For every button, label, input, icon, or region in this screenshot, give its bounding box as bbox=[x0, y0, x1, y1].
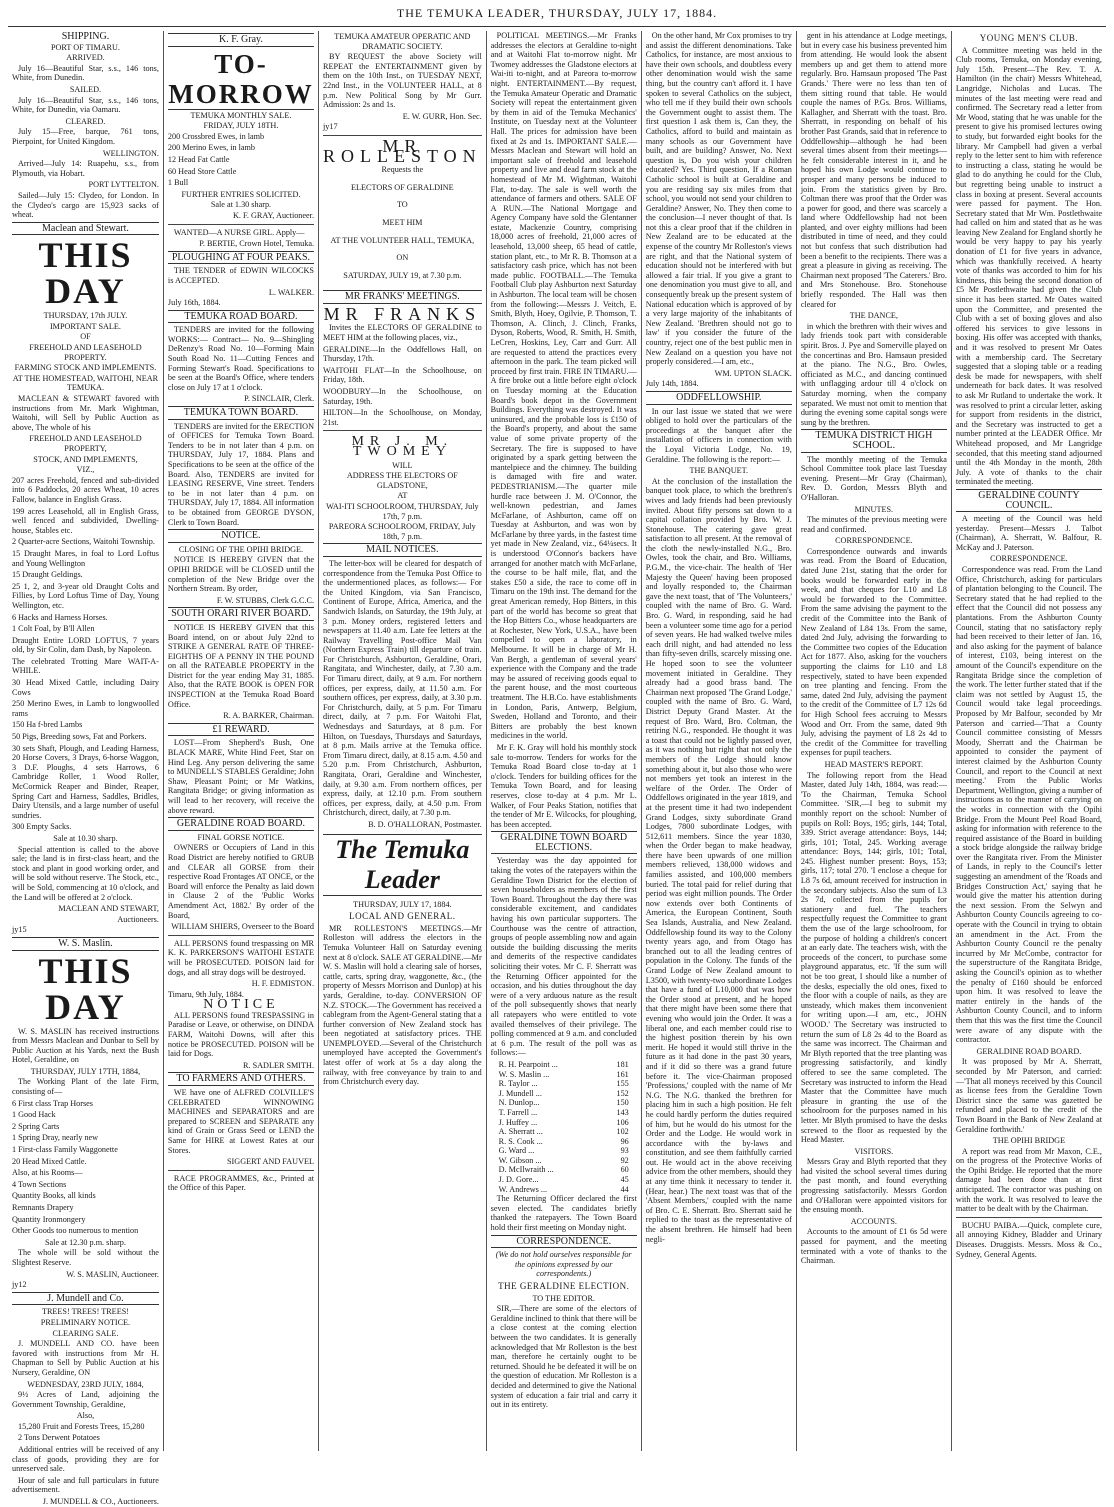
to-editor: TO THE EDITOR. bbox=[532, 1293, 595, 1303]
town-board-heading: TEMUKA TOWN BOARD. bbox=[168, 406, 314, 420]
mundell-item: 15,280 Fruit and Forests Trees, 15,280 bbox=[18, 1421, 145, 1431]
mundell-item: Hour of sale and full particulars in future advertisement. bbox=[12, 1475, 159, 1495]
poll-row: R. S. Cook ... 96 bbox=[498, 1136, 629, 1146]
list-item: Quantity Ironmongery bbox=[12, 1214, 86, 1224]
oddfellowship-text: In our last issue we stated that we were obliged to hold over the particulars of the proceedings at the banquet after the installation of officers in connection with the Loyal Victoria Lodge, No. 19, Geraldine. The following is the report:— bbox=[645, 406, 792, 464]
rolleston-name: MR ROLLESTON bbox=[323, 135, 482, 166]
poll-row: J. Mundell ... 152 bbox=[498, 1088, 629, 1098]
gcc-correspondence: Correspondence was read. From the Land Office, Christchurch, asking for particulars of plantation belonging to the Council. The Secretary stated that he had replied to the effect that the Council did not possess any plantations. From the Ashburton County Council, stating that no satisfactory reply had been received to their letter of Jan. 16, and also asking for the payment of balance of interest, £103, being interest on the amount of the Council's expenditure on the Rangitata Bridge since the completion of the work. The letter further stated that if the claim was not settled by August 15, the Council would take legal proceedings. Proposed by Mr Balfour, seconded by Mr Paterson and carried—'That a County Council committee consisting of Messrs Moody, Sherratt and the Chairman be appointed to consider the payment of interest claimed by the Ashburton County Council, and report to the Council at next meeting.' From the Public Works Department, Wellington, giving a number of instructions as to the manner of carrying on the works in connection with the Opihi Bridge. From the Mount Peel Road Board, asking for information with reference to the required assistance of the Board in building a stock bridge alongside the railway bridge over the Rangitata river. From the Minister of Lands, in reply to the Council's letter suggesting an amendment of the 'Roads and Bridges Construction Act,' saying that he would give the matter his attention during the next session. From the Selwyn and Ashburton County Councils agreeing to co-operate with the Council in trying to obtain an amendment in the Act. From the Ashburton County Council re the penalty incurred by Mr McCombe, contractor for the superstructure of the Rangitata Bridge, asking the Council's opinion as to whether the penalty of £160 should be enforced upon him. It was resolved to leave the matter entirely in the hands of the Ashburton County Council, and to inform them that this was the first time the Council were aware of any dispute with the contractor. bbox=[955, 565, 1102, 1045]
list-item: 15 Draught Mares, in foal to Lord Loftus and Young Wellington bbox=[12, 548, 159, 568]
arrived-heading: ARRIVED. bbox=[66, 53, 105, 63]
tomorrow-headline: TO-MORROW bbox=[168, 48, 314, 109]
postmaster-signature: B. D. O'HALLORAN, Postmaster. bbox=[368, 819, 482, 829]
town-board-text: TENDERS are invited for the ERECTION of OFFICES for Temuka Town Board. Tenders to be in not later than 4 p.m. on THURSDAY, July 17, 1884. Plans and Specifications to be seen at the office of the Board. Also, TENDERS are invited for LEASING RESERVE, Vine street. Tenders to be in not later than 4 p.m. on THURSDAY, July 17, 1884. All information to be obtained from GEORGE DYSON, Clerk to Town Board. bbox=[167, 421, 314, 527]
farming-heading: FARMING STOCK AND IMPLEMENTS. bbox=[14, 363, 157, 373]
kf-signature: K. F. GRAY, Auctioneer. bbox=[233, 210, 314, 220]
to-label: TO bbox=[396, 200, 408, 210]
column-5 bbox=[641, 31, 796, 1451]
franks-text: Invites the ELECTORS OF GERALDINE to MEET HIM at the following places, viz., bbox=[323, 323, 482, 343]
poll-row: D. McIlwraith ... 60 bbox=[498, 1165, 629, 1175]
list-item: 2 Spring Carts bbox=[12, 1121, 60, 1131]
sinclair-signature: P. SINCLAIR, Clerk. bbox=[244, 394, 314, 404]
paper-title: The Temuka Leader bbox=[323, 834, 482, 896]
dance-text: in which the brethren with their wives and lady friends took part with considerable spirit. Bros. J. Pye and Somerville played on the concertinas and Bro. Hamsaun presided at the piano. The N.G., Bro. Owles, officiated as M.C., and dancing continued with unflagging ardour till 4 o'clock on Saturday morning, when the company separated. We must not omit to mention that during the evening some capital songs were sung by the brethren. bbox=[800, 321, 947, 427]
plant-intro: The Working Plant of the late Firm, consisting of— bbox=[12, 1077, 159, 1097]
poll-row: J. D. Gore... 45 bbox=[498, 1175, 629, 1185]
amateur-text: BY REQUEST the above Society will REPEAT the ENTERTAINMENT given by them on the 10th Inst., on TUESDAY NEXT, 22nd Inst., in the VOLUNTEER HALL, at 8 p.m. New Political Song by Mr Gurr. Admission: 2s and 1s. bbox=[323, 52, 482, 110]
maclean-text: MACLEAN & STEWART favored with instructions from Mr. Mark Wightman, Waitohi, will Sell by Public Auction as above, The whole of his bbox=[12, 394, 159, 432]
list-item: 200 Merino Ewes, in lamb bbox=[167, 143, 256, 153]
road-board-heading: GERALDINE ROAD BOARD. bbox=[976, 1046, 1082, 1056]
friday-date: FRIDAY, JULY 18TH. bbox=[203, 121, 279, 131]
column-3 bbox=[318, 31, 486, 1451]
dinda-text: ALL PERSONS found TRESPASSING in Paradise or Leave, or otherwise, on DINDA FARM, Waitohi Downs, will after this notice be PROSECUTED. POISON will be laid for Dogs. bbox=[167, 1010, 314, 1059]
high-school-text: The monthly meeting of the Temuka School Committee took place last Tuesday evening. Present—Mr Gray (Chairman), Rev. D. Gordon, Messrs Blyth and O'Halloran. bbox=[800, 454, 947, 502]
twomey-name: MR J. M. TWOMEY bbox=[351, 434, 454, 459]
maslin-signature: W. S. MASLIN, Auctioneer. bbox=[66, 1269, 159, 1279]
banquet-text-cont: gent in his attendance at Lodge meetings, but in every case his business prevented him from attending. He would look the absent members up and get them to attend more regularly. Bro. Hamsaun proposed 'The Past Grands.' There were no less than ten of them sitting round that table. He would couple the names of P.Gs. Bros. Williams, Kallagher, and Sherratt with the toast. Bro. Sherratt, in responding on behalf of his brother Past Grands, said that in reference to Oddfellowship—although he had been several times absent from their meetings—he felt considerable interest in it, and he hoped his own Lodge would continue to prosper and many persons be induced to join. From the statistics given by Bro. Coltman there was proof that the Order was a power for good, and there was scarcely a land where Oddfellowship had not been planted, and over eighty millions had been distributed in time of need, and they could not but confess that such distribution had been a benefit to the recipients. There was a great a pleasure in giving as receiving. The Chairman next proposed 'The Caterers.' Bro. and Mrs Stonehouse. Bro. Stonehouse briefly responded. The Hall was then cleared for bbox=[800, 31, 947, 309]
sale-time-2: Sale at 12.30 p.m. sharp. bbox=[44, 1237, 126, 1247]
list-item: 150 Ha f-bred Lambs bbox=[12, 720, 83, 730]
divider bbox=[323, 430, 482, 431]
section-maslin: W. S. Maslin. bbox=[12, 937, 159, 951]
gorse-heading: FINAL GORSE NOTICE. bbox=[197, 832, 285, 842]
ploughing-heading: PLOUGHING AT FOUR PEAKS. bbox=[168, 251, 314, 265]
head-master-text: The following report from the Head Master, dated July 14th, 1884, was read:— 'To the Chairman, Temuka School Committee. 'SIR,—I beg to submit my monthly report on the school: Number of pupils on Roll: Boys, 195; girls, 144; Total, 339. Strict average attendance: Boys, 144; girls, 101; Total, 245. Working average attendance: Boys, 144; girls, 101; Total, 245. Highest number present: Boys, 153; girls, 117; total 270. 'I enclose a cheque for L8 7s 6d, amount received for instruction in the secondary subjects. Also the sum of L3 2s 7d, collected from the pupils for stationery and fuel. 'The teachers respectfully request the Committee to grant them the use of the large schoolroom, for the purpose of holding a children's concert at an early date. The teachers wish, with the proceeds of the concert, to purchase some playground apparatus, etc. 'If the sum will not be too great, I should like a number of the desks, especially the old ones, fixed to the floor with a couple of nails, as they are unsteady, which makes them inconvenient for writing upon.—I am, etc., JOHN WOOD.' The Secretary was instructed to return the sum of L8 2s 4d to the Board as the same was incorrect. The Chairman and Mr Blyth reported that the tree planting was progressing satisfactorily, and kindly offered to see the same completed. The Secretary was instructed to inform the Head Master that the Committee have much pleasure in granting the use of the schoolroom for the purposes named in his letter. Mr Blyth promised to have the desks screwed to the floor as requested by the Head Master. bbox=[800, 770, 947, 1145]
monthly-sale: TEMUKA MONTHLY SALE. bbox=[190, 110, 292, 120]
prelim-heading: PRELIMINARY NOTICE. bbox=[40, 1317, 131, 1327]
list-item: 1 Good Hack bbox=[12, 1110, 56, 1120]
list-item: 2 Quarter-acre Sections, Waitohi Township. bbox=[12, 537, 155, 547]
list-item: WAITOHI FLAT—In the Schoolhouse, on Friday, 18th. bbox=[323, 365, 482, 385]
columns bbox=[8, 31, 1106, 1507]
masthead: THE TEMUKA LEADER, THURSDAY, JULY 17, 1884. bbox=[8, 6, 1106, 27]
wellington-text: Arrived—July 14: Ruapehu, s.s., from Plymouth, via Hobart. bbox=[12, 159, 159, 178]
road-board-heading: TEMUKA ROAD BOARD. bbox=[168, 310, 314, 324]
list-item: 199 acres Leasehold, all in English Grass, well fenced and subdivided, Dwelling-house, Stables etc. bbox=[12, 506, 159, 535]
list-item: 4 Town Sections bbox=[12, 1179, 67, 1189]
poll-row: W. S. Maslin ... 161 bbox=[498, 1069, 629, 1079]
list-item: 207 acres Freehold, fenced and sub-divided into 6 Paddocks, 20 acres Wheat, 10 acres Fallow, balance in English Grass. bbox=[12, 475, 159, 504]
road-board-text: It was proposed by Mr A. Sherratt, seconded by Mr Paterson, and carried:—'That all moneys received by this Council as license fees from the Geraldine Town District since the same was gazetted be refunded and placed to the credit of the Town Board in the Bank of New Zealand at Geraldine forthwith.' bbox=[955, 1057, 1102, 1134]
gcc-heading: GERALDINE COUNTY COUNCIL. bbox=[956, 489, 1102, 512]
lyttelton-heading: PORT LYTTELTON. bbox=[88, 180, 159, 190]
sailed-heading: SAILED. bbox=[69, 84, 102, 94]
edmiston-signature: H. F. EDMISTON. bbox=[251, 979, 314, 989]
this-day-headline: THIS DAY bbox=[38, 235, 133, 312]
section-shipping: SHIPPING. bbox=[61, 31, 110, 42]
list-item: 50 Pigs, Breeding sows, Fat and Porkers. bbox=[12, 732, 147, 742]
trespass-date: Timaru, 9th July, 1884. bbox=[167, 989, 244, 999]
local-text-cont: POLITICAL MEETINGS.—Mr Franks addresses the electors at Geraldine to-night and at Waitohi Flat to-morrow night. Mr Twomey addresses the Gladstone electors at Wai-iti to-night, and at Pareora to-morrow night. ENTERTAINMENT.—By request, the Temuka Amateur Operatic and Dramatic Society will repeat the entertainment given by them in aid of the Temuka Mechanics' Institute, on Tuesday next at the Volunteer Hall. The prices for admission have been fixed at 2s and 1s. IMPORTANT SALE.—Messrs Maclean and Stewart will hold an important sale of freehold and leasehold property and live and dead farm stock at the homestead of Mr M. Wightman, Waitohi Flat, to-day. The sale is well worth the attendance of farmers and others. SALE OF A RUN.—The National Mortgage and Agency Company have sold the Glentanner estate, Mackenzie Country, comprising 18,000 acres of freehold, 21,000 acres of leasehold, 13,000 sheep, 65 head of cattle, station plant, etc., to Mr R. B. Thomson at a satisfactory cash price, which has not been made public. FOOTBALL.—The Temuka Football Club play Ashburton next Saturday in Ashburton. The local team will be chosen from the following:—Messrs J. Veitch, E. Smith, Blyth, Hoey, Ogilvie, P. Thomson, T. Thomson, A. Clinch, J. Clinch, Franks, Dyson, Roberts, Wood, R. Smith, H. Smith, LeCren, Hoskins, Ley, Carr and Gurr. All are requested to attend the practices every afternoon in the park. The team picked will proceed by first train. FIRE IN TIMARU.—A fire broke out a little before eight o'clock on Tuesday morning at the Education Board's book depot in the Government Buildings. Everything was destroyed. It was uninsured, and the probable loss is £150 of the Board's property, and about the same value of some private property of the Secretary. The fire is supposed to have originated by a spark getting between the mantelpiece and the chimney. The building is damaged with fire and water. PEDESTRIANISM.—The quarter mile hurdle race between J. M. O'Connor, the well-known pedestrian, and James McFarlane, of Ashburton, came off on Tuesday at Ashburton, and was won by McFarlane by three yards, in the fastest time yet made in New Zealand, viz., 64¼secs. It is understood O'Connor's backers have arranged for another match with McFarlane, the course to be half mile, flat, and the stakes £50 a side, the race to come off in Timaru on the 19th inst. The demand for the great American remedy, Hop Bitters, in this part of the world has become so great that the Hop Bitters Co., whose headquarters are at Rochester, New York, U.S.A., have been compelled to open a laboratory, in Melbourne. It will be in charge of Mr H. Van Bergh, a gentleman of several years' experience with the Company and the trade may be assured of receiving goods equal to the parent house, and the most courteous treatment. The H.B.Co. have establishments in London, Paris, Antwerp, Belgium, Sweden, Holland and Toronto, and their Bitters are probably the best known medicines in the world. bbox=[490, 31, 637, 741]
shiers-signature: WILLIAM SHIERS, Overseer to the Board bbox=[171, 922, 314, 932]
geraldine-road-heading: GERALDINE ROAD BOARD. bbox=[168, 817, 314, 831]
list-item: 30 Head Mixed Cattle, including Dairy Cows bbox=[12, 678, 159, 697]
reserve-note: The whole will be sold without the Slightest Reserve. bbox=[12, 1248, 159, 1267]
maslin-date: THURSDAY, JULY 17TH, 1884, bbox=[30, 1066, 141, 1076]
column-7 bbox=[951, 31, 1106, 1451]
correspondence-heading: CORRESPONDENCE. bbox=[491, 1235, 637, 1249]
freehold2-heading: FREEHOLD AND LEASEHOLD PROPERTY, bbox=[29, 434, 142, 453]
will-label: WILL bbox=[392, 460, 413, 470]
divider bbox=[956, 1217, 1102, 1218]
special-attention: Special attention is called to the above sale; the land is in first-class heart, and the stock and plant in good working order, and will be sold without reserve. The Stock, etc., will be Sold, commencing at 10 o'clock, and the Land will be offered at 2 o'clock. bbox=[12, 844, 159, 902]
minutes-text: The minutes of the previous meeting were read and confirmed. bbox=[800, 515, 947, 534]
address-label: ADDRESS THE ELECTORS OF GLADSTONE, bbox=[346, 471, 458, 490]
reward-heading: £1 REWARD. bbox=[168, 723, 314, 737]
meeting-date: SATURDAY, JULY 19, at 7.30 p.m. bbox=[343, 270, 462, 280]
mail-heading: MAIL NOTICES. bbox=[323, 543, 482, 557]
list-item: The celebrated Trotting Mare WAIT-A-WHILE. bbox=[12, 656, 159, 676]
closing-heading: CLOSING OF THE OPIHI BRIDGE. bbox=[178, 544, 304, 554]
section-mundell: J. Mundell and Co. bbox=[12, 1292, 159, 1306]
divider bbox=[168, 224, 314, 225]
further-entries: FURTHER ENTRIES SOLICITED. bbox=[181, 189, 301, 199]
section-maclean: Maclean and Stewart. bbox=[12, 222, 159, 236]
wellington-heading: WELLINGTON. bbox=[102, 148, 159, 158]
mundell-text: J. MUNDELL AND CO. have been favored with instructions from Mr H. Chapman to Sell by Public Auction at his Nursery, Geraldine, ON bbox=[12, 1339, 159, 1377]
cleared-text: July 15—Free, barque, 761 tons, Pierpoint, for United Kingdom. bbox=[12, 127, 159, 146]
plant-list bbox=[12, 1099, 159, 1236]
gurr-signature: E. W. GURR, Hon. Sec. bbox=[402, 111, 482, 121]
maclean-title: Auctioneers. bbox=[117, 914, 159, 924]
road-board-text: TENDERS are invited for the following WORKS:— Contract— No. 9—Shingling DeRenzy's Road No. 10—Forming Main South Road No. 11—Cutting Fences and Forming Stewart's Road. Specifications to be seen at the Board's Office, where tenders close on July 17 at 1 o'clock. bbox=[167, 325, 314, 392]
this-day-headline-2: THIS DAY bbox=[38, 950, 133, 1027]
alfred-text: WE have one of ALFRED COLVILLE'S CELEBRATED WINNOWING MACHINES and SEPARATORS and are prepared to SCREEN and SEPARATE any kind of Grain or Grass Seed or LEND the Same for HIRE at Lowest Rates at our Stores. bbox=[167, 1088, 314, 1155]
bertie-signature: P. BERTIE, Crown Hotel, Temuka. bbox=[199, 239, 314, 249]
sale-time: Sale at 10.30 sharp. bbox=[53, 833, 118, 843]
lyttelton-text: Sailed—July 15: Clydeo, for London. In the Clydeo's cargo are 15,923 sacks of wheat. bbox=[12, 190, 159, 220]
siggert-signature: SIGGERT AND FAUVEL bbox=[227, 1157, 314, 1167]
column-1 bbox=[8, 31, 163, 1507]
letter-text-cont: On the other hand, Mr Cox promises to try and assist the different denominations. Take Catholics, for instance, are most anxious to have their own schools, and doubtless every other denomination would wish the same thing, but the country can't afford it. I have spoken to several Catholics on the subject, who tell me if they build their own schools the Government ought to assist them. The first question I ask them is, Can they, the Catholics, afford to build and maintain as many schools as our Government have built, and are building? Answer, No. Next question is, Do you wish your children educated? Yes. Third question, If a Roman Catholic school is built at Geraldine and you are residing say six miles from that school, you would not send your children to Geraldine? Answer, No. They then come to the conclusion—I never thought of that. Is not this a clear proof that if the children in New Zealand are to be educated at the expense of the country Mr Rolleston's views are right, and that the National system of education should not be interfered with but allowed a fair trial. If you give a grant to one denomination you must give to all, and consequently break up the present system of National education which is approved of by a very large majority of the inhabitants of New Zealand. 'Brethren should not go to law' if you consider the future of the country, reject one of the best public men in New Zealand on a question you have not properly considered.—I am, etc., bbox=[645, 31, 792, 367]
tender-date: July 16th, 1884. bbox=[167, 298, 221, 308]
letter-text: SIR,—There are some of the electors of Geraldine inclined to think that there will be a close contest at the coming election between the two candidates. It is generally acknowledged that Mr Rolleston is the best man, therefore he certainly ought to be returned. Should he be defeated it will be on the question of education. Mr Rolleston is a decided and determined to give the National system of education a fair trial and carry it out in its entirety. bbox=[490, 1304, 637, 1410]
correspondence-heading: CORRESPONDENCE. bbox=[990, 554, 1068, 564]
list-item: 30 sets Shaft, Plough, and Leading Harness, 20 Horse Covers, 3 Drays, 6-horse Waggon, 3 D.F. Ploughs, 4 sets Harrows, 6 Cambridge Roller, 1 Wood Roller, McCormick Reaper and Binder, Reaper, Spring Cart and Harness, Saddles, Bridles, Dairy Utensils, and a large number of useful sundries. bbox=[12, 743, 159, 820]
ymc-heading: YOUNG MEN'S CLUB. bbox=[979, 33, 1079, 43]
sale-items-list bbox=[12, 476, 159, 832]
list-item: Draught Entire LORD LOFTUS, 7 years old, by Sir Colin, dam Dash, by Napoleon. bbox=[12, 635, 159, 655]
opihi-text: A report was read from Mr Maxon, C.E., on the progress of the Protective Works of the Opihi Bridge. He reported that the more damage had been done than at first anticipated. The contractor was pushing on with the work. It was resolved to leave the matter to be dealt with by the Chairman. bbox=[955, 1146, 1102, 1214]
column-6 bbox=[796, 31, 951, 1451]
mundell-date: WEDNESDAY, 23RD JULY, 1884, bbox=[27, 1379, 144, 1389]
poll-row: W. Gibson ... 92 bbox=[498, 1155, 629, 1165]
list-item: Other Goods too numerous to mention bbox=[12, 1226, 139, 1236]
south-orari-heading: SOUTH ORARI RIVER BOARD. bbox=[168, 607, 314, 621]
correspondence-heading: CORRESPONDENCE. bbox=[835, 536, 913, 546]
dance-heading: THE DANCE, bbox=[849, 311, 898, 321]
electors-label: ELECTORS OF GERALDINE bbox=[351, 182, 454, 192]
mundell-item: 2 Tons Derwent Potatoes bbox=[18, 1433, 100, 1443]
stubbs-signature: F. W. STUBBS, Clerk G.C.C. bbox=[216, 595, 314, 605]
poll-results bbox=[491, 1060, 637, 1194]
ref-code: jy12 bbox=[12, 1280, 27, 1290]
list-item: 6 First class Trap Horses bbox=[12, 1098, 93, 1108]
local-text: MR ROLLESTON'S MEETINGS.—Mr Rolleston will address the electors in the Temuka Volunteer Hall on Saturday evening next at 8 o'clock. SALE AT GERALDINE.—Mr W. S. Maslin will hold a clearing sale of horses, cattle, carts, spring dray, waggonette, &c., (the property of Messrs Morrison and Dunlop) at his yards, Geraldine, to-day. CONVERSION OF N.Z. STOCK.—The Government has received a cablegram from the Agent-General stating that a further conversion of New Zealand stock has been negotiated at satisfactory prices. THE UNEMPLOYED.—Several of the Christchurch unemployed have accepted the Government's latest offer of work at 5s a day along the railway, with free conveyance by train to and from Christchurch every day. bbox=[323, 923, 482, 1087]
poll-row: G. Ward ... 93 bbox=[498, 1146, 629, 1156]
visitors-heading: VISITORS. bbox=[854, 1146, 894, 1156]
list-item: 6 Hacks and Harness Horses. bbox=[12, 612, 108, 622]
requests-label: Requests the bbox=[381, 165, 424, 175]
mundell-item: 9½ Acres of Land, adjoining the Government Township, Geraldine, bbox=[12, 1390, 159, 1409]
homestead-heading: AT THE HOMESTEAD, WAITOHI, NEAR TEMUKA. bbox=[12, 373, 159, 393]
closing-text: NOTICE IS HEREBY GIVEN that the OPIHI BRIDGE will be CLOSED until the completion of the New Bridge over the Northern Stream. By order, bbox=[167, 555, 314, 594]
ref-code: jy17 bbox=[323, 122, 338, 132]
arrived-text: July 16—Beautiful Star, s.s., 146 tons, White, from Dunedin. bbox=[12, 63, 159, 83]
list-item: 300 Empty Sacks. bbox=[12, 822, 72, 832]
column-2 bbox=[163, 31, 318, 1451]
poll-row: W. Andrews ... 44 bbox=[498, 1184, 629, 1194]
notice-heading: NOTICE. bbox=[168, 529, 314, 543]
letter-date: July 14th, 1884. bbox=[645, 379, 699, 389]
list-item: 1 Colt Foal, by B'll Allen bbox=[12, 624, 95, 634]
accounts-text: Accounts to the amount of £1 6s 5d were passed for payment, and the meeting terminated with a vote of thanks to the Chairman. bbox=[800, 1227, 947, 1266]
minutes-heading: MINUTES. bbox=[854, 504, 894, 514]
sale-time: Sale at 1.30 sharp. bbox=[210, 200, 272, 210]
barker-signature: R. A. BARKER, Chairman. bbox=[223, 711, 314, 721]
maclean-signature: MACLEAN AND STEWART, bbox=[58, 904, 159, 914]
geraldine-election-heading: THE GERALDINE ELECTION. bbox=[498, 1281, 630, 1291]
mundell-item: Additional entries will be received of any class of goods, providing they are for unreserved sale. bbox=[12, 1445, 159, 1474]
stock-heading: STOCK, AND IMPLEMENTS, bbox=[33, 454, 138, 464]
franks-meetings-heading: MR FRANKS' MEETINGS. bbox=[323, 290, 482, 304]
local-text-cont-2: Mr F. K. Gray will hold his monthly stock sale to-morrow. Tenders for works for the Temuka Road Board close to-day at 1 o'clock. Tenders for building offices for the Temuka Town Board, and for leasing reserves, close to-day at 4 p.m. Mr L. Walker, of Four Peaks Station, notifies that the tender of Mr E. Wilcocks, for ploughing, has been accepted. bbox=[490, 742, 637, 829]
franks-name: MR FRANKS bbox=[323, 303, 482, 324]
tender-accepted: THE TENDER of EDWIN WILCOCKS is ACCEPTED. bbox=[167, 266, 314, 285]
visitors-text: Messrs Gray and Blyth reported that they had visited the school several times during the past month, and found everything progressing satisfactorily. Messrs Gordon and O'Halloran were appointed visitors for the ensuing month. bbox=[800, 1157, 947, 1215]
mundell-signature: J. MUNDELL & CO., Auctioneers. bbox=[42, 1497, 159, 1507]
poll-row: A. Sherratt ... 102 bbox=[498, 1127, 629, 1137]
list-item: 1 First-class Family Waggonette bbox=[12, 1145, 118, 1155]
oddfellowship-heading: ODDFELLOWSHIP. bbox=[646, 391, 792, 405]
lots-list bbox=[168, 132, 314, 188]
poll-row: R. Taylor ... 155 bbox=[498, 1079, 629, 1089]
sale-date: THURSDAY, 17th JULY. bbox=[43, 311, 128, 321]
opihi-heading: THE OPIHI BRIDGE bbox=[992, 1136, 1066, 1146]
of-label: OF bbox=[80, 332, 91, 342]
section-kf-gray: K. F. Gray. bbox=[168, 33, 314, 47]
list-item: HILTON—In the Schoolhouse, on Monday, 21st. bbox=[323, 408, 482, 427]
high-school-heading: TEMUKA DISTRICT HIGH SCHOOL. bbox=[801, 429, 947, 452]
correspondence-note: (We do not hold ourselves responsible for the opinions expressed by our correspondents.) bbox=[495, 1250, 632, 1279]
town-election-heading: GERALDINE TOWN BOARD ELECTIONS. bbox=[491, 831, 637, 854]
correspondence-text: Correspondence outwards and inwards was read. From the Board of Education, dated June 21st, stating that the order for books would be forwarded early in the week, and that cheques for L10 and L8 would be forwarded to the Committee. From the same advising the payment to the credit of the Committee into the Bank of New Zealand of L84 13s. From the same, dated 2nd July, advising the forwarding to the Committee two copies of the Education Act for 1877. Also, asking for the vouchers supporting the claims for L10 and L8 respectively, stated to have been expended on tree planting and fencing. From the same, dated 2nd July, advising the payment to the credit of the Committee of L7 12s 6d for High School fees accruing to Messrs Wood and Orr. From the same, dated 9th July, advising the payment of L8 2s 4d to the credit of the Committee for travelling expenses for pupil teachers. bbox=[800, 546, 947, 758]
mail-text: The letter-box will be cleared for despatch of correspondence from the Temuka Post Office to the undermentioned places, as follows:— For the United Kingdom, via San Francisco, Continent of Europe, Africa, America, and the Sandwich Islands, on Saturday, the 19th July, at 3 p.m. Money orders, registered letters and newspapers at 11.40 a.m. Late fee letters at the Railway Travelling Post-office Mail Van (Northern Express Train) till departure of train. For Christchurch, Ashburton, Geraldine, Orari, Rangitata, and Winchester, daily, at 7.30 a.m. For Timaru direct, daily, at 9 a.m. For northern offices, per express, daily, at 11.50 a.m. For southern offices, per express, daily, at 3.30 p.m. For Christchurch, daily, at 5 p.m. For Timaru direct, daily, at 7 p.m. For Waitohi Flat, Wednesdays and Saturdays, at 8 p.m. For Hilton, on Tuesdays, Thursdays and Saturdays, at 8 p.m. Mails arrive at the Temuka office. From Timaru direct, daily, at 8.15 a.m. 4.50 and 5.20 p.m. From Christchurch, Ashburton, Rangitata, Orari, Geraldine and Winchester, daily, at 9.30 a.m. From northern offices, per express, daily, at 12.10 p.m. From southern offices, per express, daily, at 4.50 p.m. From Christchurch, direct, daily, at 7.30 p.m. bbox=[323, 558, 482, 818]
gcc-text: A meeting of the Council was held yesterday. Present—Messrs J. Talbot (Chairman), A. Sherratt, W. Balfour, R. McKay and J. Paterson. bbox=[955, 514, 1102, 552]
list-item: GERALDINE—In the Oddfellows Hall, on Thursday, 17th. bbox=[323, 344, 482, 364]
poll-row: N. Dunlop... 150 bbox=[498, 1098, 629, 1108]
cleared-heading: CLEARED. bbox=[65, 116, 106, 126]
port-heading: PORT OF TIMARU. bbox=[50, 42, 120, 52]
banquet-heading: THE BANQUET. bbox=[689, 466, 749, 476]
list-item: 15 Draught Geldings. bbox=[12, 570, 83, 580]
election-text-2: The Returning Officer declared the first seven elected. The candidates briefly thanked the ratepayers. The Town Board hold their first meeting on Monday night. bbox=[490, 1194, 637, 1233]
on-label: ON bbox=[396, 253, 409, 263]
banquet-text: At the conclusion of the installation the banquet took place, to which the brethren's wives and lady friends had been previously invited. About fifty persons sat down to a capital collation provided by Bro. W. J. Stonehouse. The catering gave great satisfaction to all present. At the removal of the cloth the newly-installed N.G., Bro. Owles, took the chair, and Bro. Williams, P.G.M., the vice-chair. The health of 'Her Majesty the Queen' having been proposed and loyally responded to, the Chairman gave the next toast, that of 'The Volunteers,' coupled with the name of Bro. G. Ward. Bro. G. Ward, in responding, said he had been a volunteer some time ago for a period of seven years. He had walked twelve miles each drill night, and had attended no less than fifty-seven drills, scarcely missing one. He hoped soon to see the volunteer movement initiated in Geraldine. They already had a good brass band. The Chairman next proposed 'The Grand Lodge,' coupled with the name of Bro. G. Ward, District Deputy Grand Master. At the request of Bro. Ward, Bro. Coltman, the retiring N.G., responded. He thought it was a toast that could not be lightly passed over, as it was nothing but right that not only the members of the Lodge should know something about it, but also those who were not members yet took an interest in the welfare of the Order. The Order of Oddfellows originated in the year 1819, and at the present time it had two independent Grand Lodges, sixty subordinate Grand Lodges, 7800 subordinate Lodges, with 512,611 members. Since the year 1830, when the Order began to make headway, there have been upwards of one million members relieved, 138,000 widows and families assisted, and 100,000 members buried. The total paid for relief during that period was eight million pounds. The Order now extends over both Continents of America, the European Continent, South Sea Islands, Australia, and New Zealand. Oddfellowship found its way to the Colony twenty years ago, and from Otago has branched out to all the leading centres of population in the Colony. The funds of the Grand Lodge of New Zealand amount to L3500, with twenty-two subordinate Lodges that have a fund of L10,000 that was how the Order stood at present, and he hoped that there might have been some there that evening who would join the Order. It was a liberal one, and each member could rise to the highest position therein by his own merit. He hoped it would still thrive in the future as it had done in the past 30 years, and if it did so there was a grand future before it. The vice-Chairman proposed 'Professions,' coupled with the name of Mr N.G. The N.G. thanked the brethren for placing him in such a high position. He felt he could hardly perform the duties required of him, but he would do his utmost for the Order and the Lodge. He would work in accordance with the by-laws and constitution, and see them faithfully carried out. He would act in the above receiving advice from the other members, should they at any time think it necessary to tender it. (Hear, hear.) The next toast was that of the 'Absent Members,' coupled with the name of Bro. C. E. Sherratt. Bro. Sherratt said he replied to the toast as the representative of the absent brethren. He himself had been negli- bbox=[645, 476, 792, 1244]
poll-row: T. Farrell ... 143 bbox=[498, 1107, 629, 1117]
hall-label: AT THE VOLUNTEER HALL, TEMUKA, bbox=[330, 235, 475, 245]
accounts-heading: ACCOUNTS. bbox=[850, 1216, 897, 1226]
walker-signature: L. WALKER. bbox=[268, 287, 314, 297]
freehold-heading: FREEHOLD AND LEASEHOLD PROPERTY. bbox=[29, 343, 142, 362]
divider bbox=[168, 1170, 314, 1171]
at-label: AT bbox=[397, 491, 408, 501]
local-heading: LOCAL AND GENERAL. bbox=[349, 911, 456, 922]
clearing-heading: CLEARING SALE. bbox=[52, 1328, 119, 1338]
poll-row: J. Huffey ... 106 bbox=[498, 1117, 629, 1127]
meet-label: MEET HIM bbox=[382, 217, 423, 227]
election-text: Yesterday was the day appointed for taking the votes of the ratepayers within the Geraldine Town District for the election of seven householders as members of the first Town Board. Throughout the day there was considerable excitement, and candidates having his own particular supporters. The Courthouse was the centre of attraction, groups of people assembling now and again outside the building discussing the merits and demerits of the respective candidates soliciting their votes. Mr C. F. Sherratt was the Returning Officer appointed for the occasion, and his duties throughout the day were of a very arduous nature as the result of the poll subsequently shows that nearly all ratepayers who were entitled to vote availed themselves of their privilege. The polling commenced at 9 a.m. and concluded at 6 p.m. The result of the poll was as follows:— bbox=[490, 856, 637, 1058]
list-item: 1 Spring Dray, nearly new bbox=[12, 1133, 99, 1143]
divider bbox=[168, 935, 314, 936]
list-item: 200 Crossbred Ewes, in lamb bbox=[167, 131, 265, 141]
maslin-text: W. S. MASLIN has received instructions from Messrs Maclean and Dunbar to Sell by Public Auction at his Yards, next the Bush Hotel, Geraldine, on bbox=[12, 1026, 159, 1065]
slack-signature: WM. UPTON SLACK. bbox=[714, 368, 792, 378]
notice-heading-2: NOTICE bbox=[203, 997, 279, 1013]
pareora-meeting: PAREORA SCHOOLROOM, FRIDAY, July 18th, 7 p.m. bbox=[328, 522, 476, 541]
trespass-text: ALL PERSONS found trespassing on MR K. K. PARKERSON'S WAITOHI ESTATE will be PROSECUTED. POISON laid for dogs, and all stray dogs will be destroyed. bbox=[167, 938, 314, 977]
buchu-ad: BUCHU PAIBA.—Quick, complete cure, all annoying Kidney, Bladder and Urinary Diseases. Druggists. Messrs. Moss & Co., Sydney, General Agents. bbox=[955, 1220, 1102, 1259]
list-item: 12 Head Fat Cattle bbox=[167, 154, 230, 164]
head-master-heading: HEAD MASTER'S REPORT. bbox=[824, 759, 924, 769]
franks-places bbox=[323, 345, 482, 428]
list-item: 60 Head Store Cattle bbox=[167, 166, 237, 176]
lost-text: LOST—From Shepherd's Bush, One BLACK MARE, White Hind Feet, Star on Hind Leg. Any person delivering the same to MUNDELL'S STABLES Geraldine; John Shaw, Pleasant Point; or Mr Watkins, Rangitata Bridge; or giving information as will lead to her recovery, will receive the above reward. bbox=[167, 738, 314, 815]
sailed-text: July 16—Beautiful Star, s.s., 146 tons, White, for Dunedin, via Oamaru. bbox=[12, 95, 159, 115]
viz-label: VIZ., bbox=[76, 465, 95, 475]
list-item: Remnants Drapery bbox=[12, 1203, 74, 1212]
race-ad: RACE PROGRAMMES, &c., Printed at the Office of this Paper. bbox=[167, 1173, 314, 1193]
poll-row: R. H. Pearpoint ... 181 bbox=[498, 1059, 629, 1069]
ymc-text: A Committee meeting was held in the Club rooms, Temuka, on Monday evening, July 15th. Present—The Rev. T. A. Hamilton (in the chair) Messrs Whitehead, Langridge, Nicholas and Lucas. The minutes of the last meeting were read and confirmed. The Secretary read a letter from Mr Wood, stating that he was unable for the present to give his promised lectures owing to study, but forwarded eight books for the library. Mr Campbell had given a verbal reply to the letter sent to him with reference to instructing a class, stating he would be glad to do anything he could for the Club, but regretting being unable to instruct a class in boxing at present. Several accounts were passed for payment. The Hon. Secretary stated that Mr Wm. Postlethwaite had called on him and stated that as he was leaving New Zealand for England shortly he would be very happy to pay his yearly donation of £1 for five years in advance, which was thankfully received. A hearty vote of thanks was accorded to him for his kindness, this being the second donation of £5 Mr Postlethwaite had given the Club since it has been started. Mr Oates waited upon the Committee, and presented the Club with a set of boxing gloves and also offered his services to give lessons in boxing. His offer was accepted with thanks, and it was resolved to present Mr Oates with a membership card. The Secretary suggested that a sloping table or a reading desk be made for newspapers, with shelf underneath for back dates. It was resolved to ask Mr Rutland to undertake the work. It was resolved to print a circular letter, asking for support from residents in the district, and the Secretary was instructed to get a number printed at the LEADER Office. Mr Whitehead proposed, and Mr Langridge seconded, that this meeting stand adjourned until the 4th Monday in the month, 28th July. A vote of thanks to the chair terminated the meeting. bbox=[955, 45, 1102, 487]
south-orari-text: NOTICE IS HEREBY GIVEN that this Board intend, on or about July 22nd to STRIKE A GENERAL RATE OF THREE-EIGHTHS OF A PENNY IN THE POUND on all the RATEABLE PROPERTY in the District for the year ending May 31, 1885. Also, that the RATE BOOK is OPEN FOR INSPECTION at the Temuka Road Board Office. bbox=[167, 622, 314, 709]
paper-date: THURSDAY, JULY 17, 1884. bbox=[353, 899, 452, 909]
farmers-heading: TO FARMERS AND OTHERS. bbox=[168, 1072, 314, 1086]
smith-signature: R. SADLER SMITH. bbox=[243, 1060, 314, 1070]
list-item: Also, at his Rooms— bbox=[12, 1168, 83, 1178]
list-item: 20 Head Mixed Cattle. bbox=[12, 1156, 87, 1166]
waiti-meeting: WAI-ITI SCHOOLROOM, THURSDAY, July 17th, 7 p.m. bbox=[326, 501, 479, 521]
amateur-heading: TEMUKA AMATEUR OPERATIC AND DRAMATIC SOCIETY. bbox=[334, 32, 471, 51]
list-item: 250 Merino Ewes, in Lamb to longwoolled rams bbox=[12, 699, 159, 718]
list-item: Quantity Books, all kinds bbox=[12, 1191, 96, 1201]
mundell-item: Also, bbox=[76, 1411, 95, 1421]
list-item: WOODBURY—In the Schoolhouse, on Saturday, 19th. bbox=[323, 387, 482, 406]
list-item: 25 1, 2, and 3-year old Draught Colts and Fillies, by Lord Loftus Time of Day, Young Wellington, etc. bbox=[12, 581, 159, 610]
column-4 bbox=[486, 31, 641, 1451]
trees-heading: TREES! TREES! TREES! bbox=[41, 1307, 129, 1317]
important-sale: IMPORTANT SALE. bbox=[49, 321, 121, 331]
list-item: 1 Bull bbox=[167, 178, 189, 188]
wanted-ad: WANTED—A NURSE GIRL. Apply— bbox=[173, 227, 305, 237]
gorse-text: OWNERS or Occupiers of Land in this Road District are hereby notified to GRUB and CLEAR all GORSE from their respective Road Frontages AT ONCE, or the Board will enforce the Penalty as laid down in Clause 2 of the 'Public Works Amendment Act, 1882.' By order of the Board, bbox=[167, 843, 314, 920]
ref-code: jy15 bbox=[12, 925, 27, 935]
